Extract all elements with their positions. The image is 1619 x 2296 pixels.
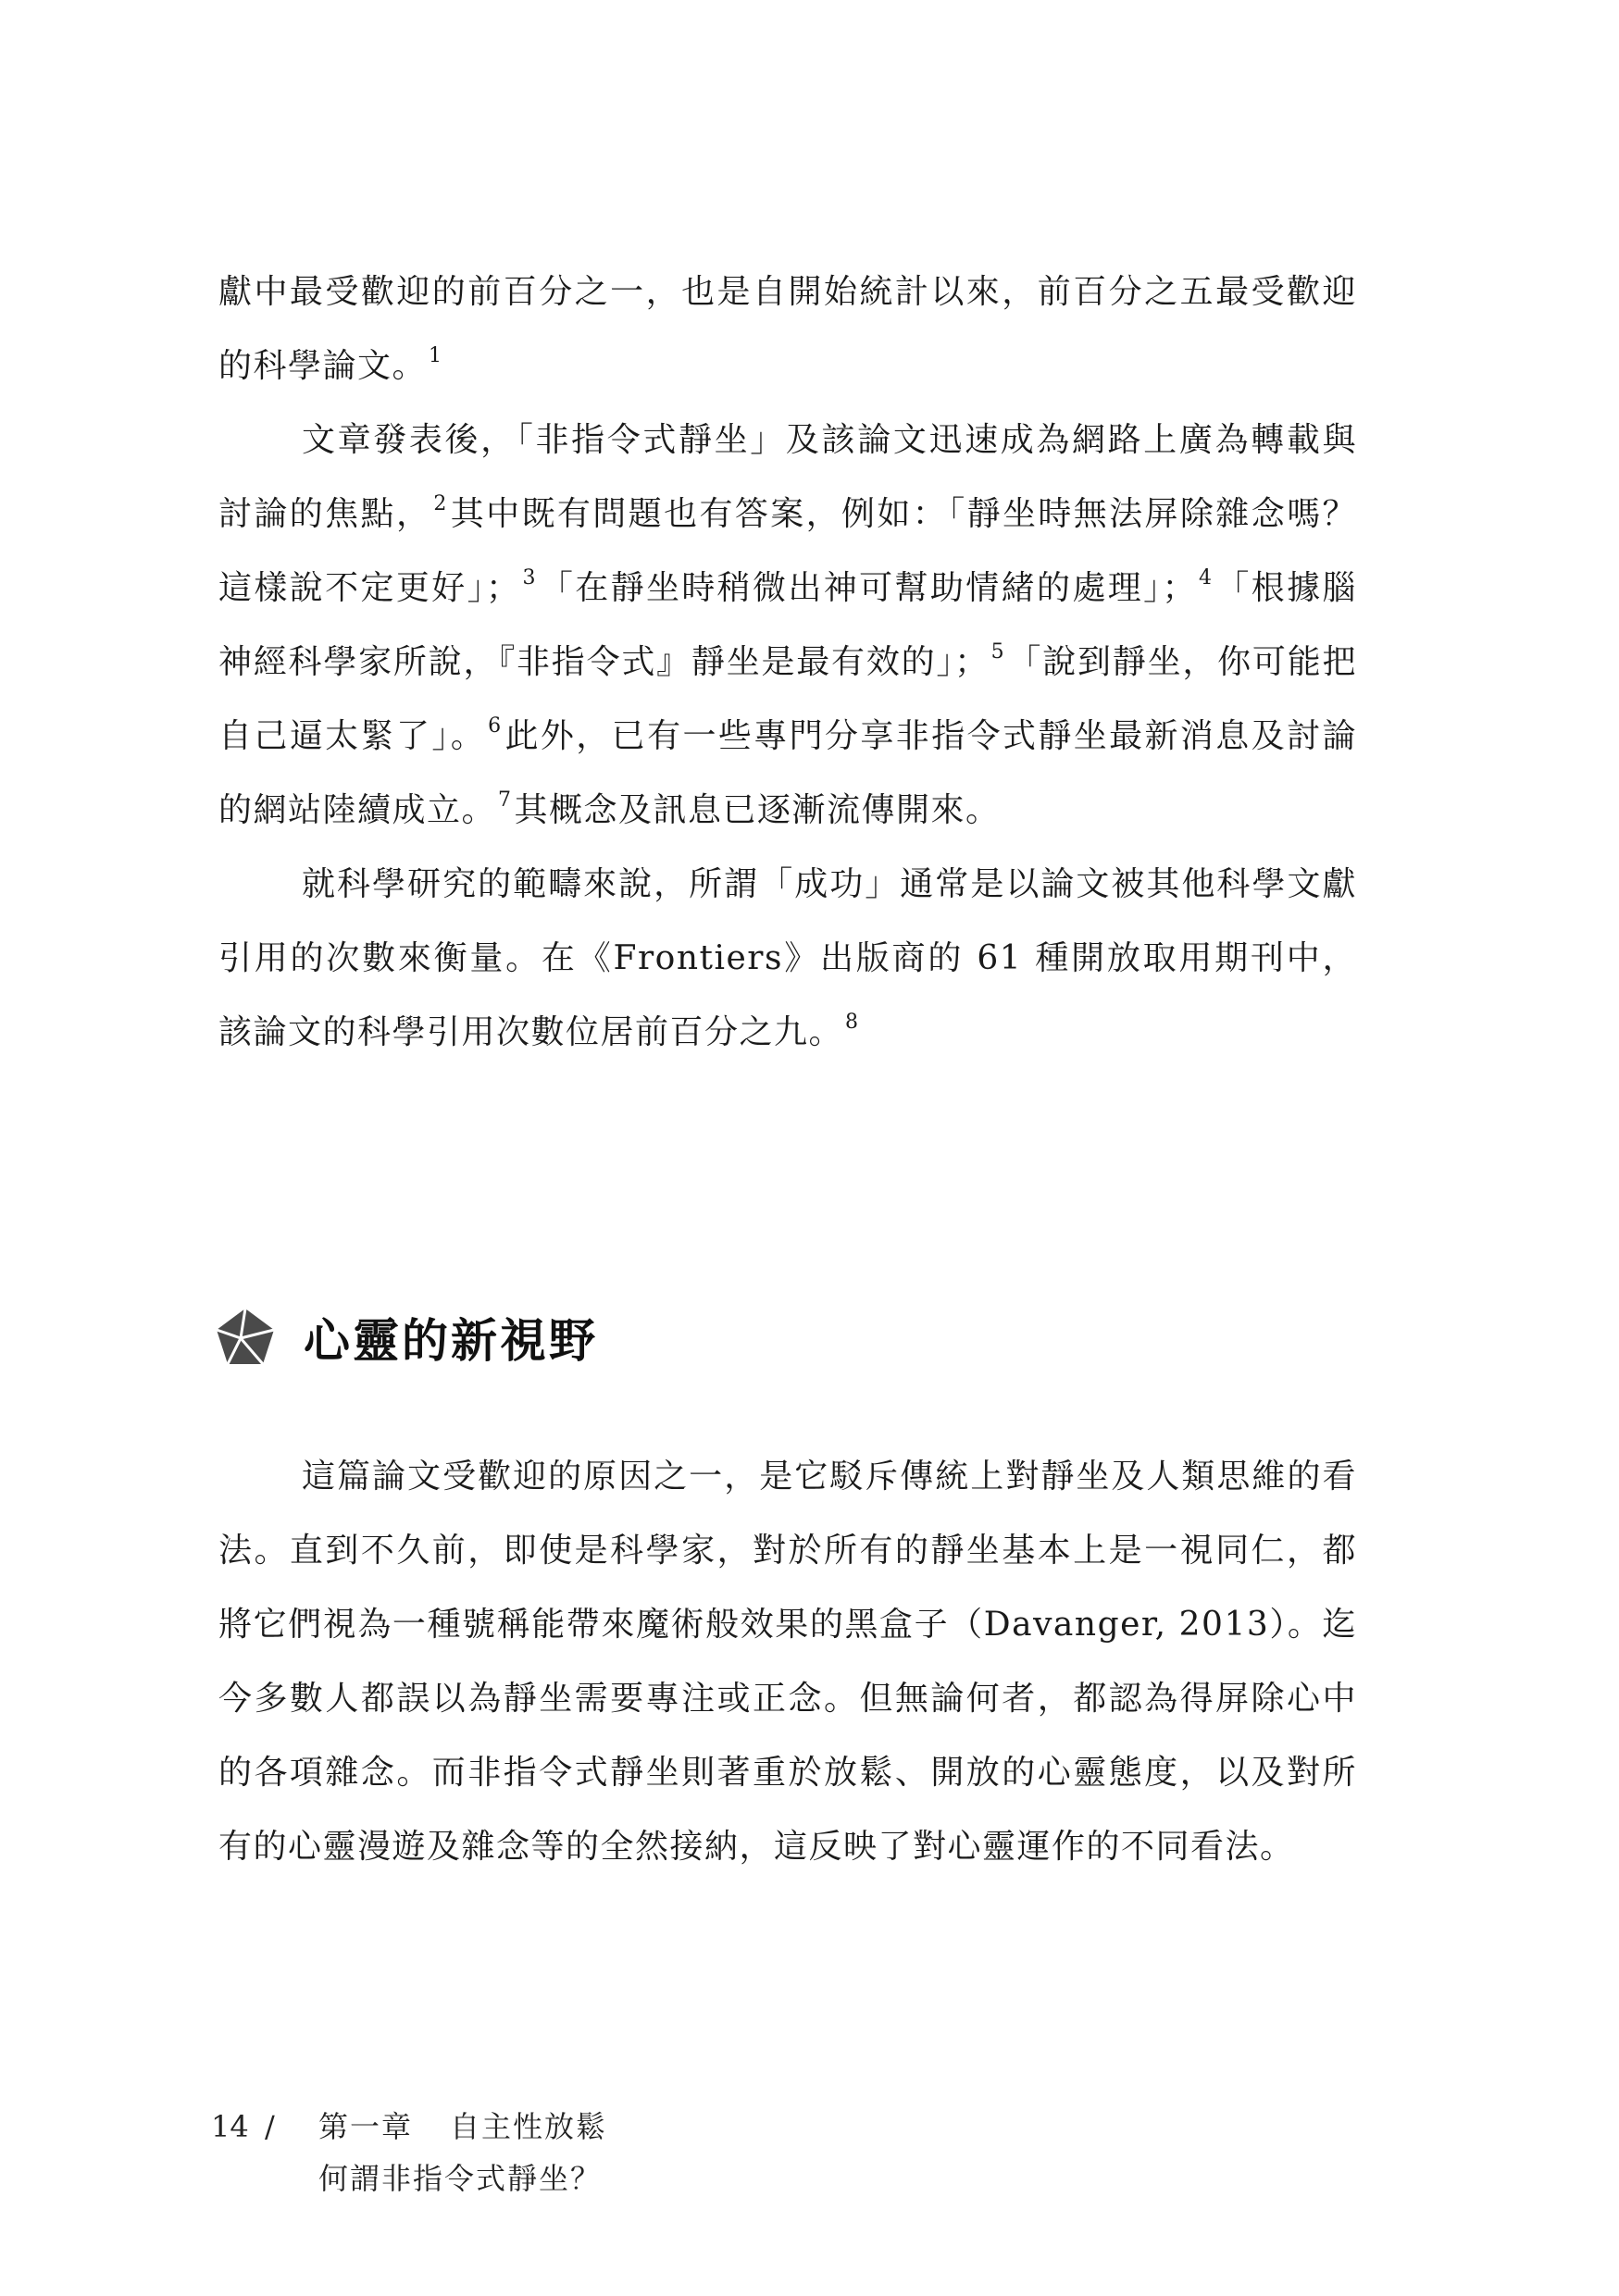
paragraph-text: 此外，已有一些專門分享非指令式靜坐最新消息及討論的網站陸續成立。 <box>218 717 1357 829</box>
opening-text-block <box>218 255 1357 1070</box>
footnote-marker: 8 <box>845 1011 860 1034</box>
page-footer <box>211 2101 607 2204</box>
paragraph-citations <box>218 848 1357 1070</box>
paragraph-text: 文章發表後，「非指令式靜坐」及該論文迅速成為網路上廣為轉載與討論的焦點， <box>218 421 1357 533</box>
running-section-title: 何謂非指令式靜坐？ <box>318 2161 603 2196</box>
paragraph-text: 獻中最受歡迎的前百分之一，也是自開始統計以來，前百分之五最受歡迎的科學論文。 <box>218 273 1357 385</box>
footnote-marker: 1 <box>429 344 443 367</box>
footer-separator: / <box>265 2109 275 2144</box>
paragraph-continuation <box>218 255 1357 403</box>
section-title: 心靈的新視野 <box>304 1314 598 1368</box>
paragraph-new-view <box>218 1440 1357 1884</box>
footer-line-1 <box>211 2101 607 2153</box>
chapter-label: 第一章 <box>318 2109 414 2144</box>
section-heading <box>213 1296 598 1379</box>
footnote-marker: 5 <box>990 640 1006 664</box>
page-number: 14 <box>211 2109 249 2144</box>
paragraph-text: 這篇論文受歡迎的原因之一，是它駁斥傳統上對靜坐及人類思維的看法。直到不久前，即使是科學家，對於所有的靜坐基本上是一視同仁，都將它們視為一種號稱能帶來魔術般效果的黑盒子（Davanger, 2013）。迄今多數人都誤以為靜坐需要專注或正念。但無論何者，都認為得屏除心中的各項雜念。而非指令式靜坐則著重於放鬆、開放的心靈態度，以及對所有的心靈漫遊及雜念等的全然接納，這反映了對心靈運作的不同看法。 <box>218 1458 1357 1866</box>
footnote-marker: 3 <box>522 566 537 590</box>
paragraph-text: 其中既有問題也有答案，例如：「靜坐時無法屏除雜念嗎？這樣說不定更好」； <box>218 495 1357 607</box>
paragraph-reception <box>218 403 1357 848</box>
paragraph-text: 「在靜坐時稍微出神可幫助情緒的處理」； <box>538 569 1197 607</box>
paragraph-text: 就科學研究的範疇來說，所謂「成功」通常是以論文被其他科學文獻引用的次數來衡量。在《Frontiers》出版商的 61 種開放取用期刊中，該論文的科學引用次數位居前百分之九。 <box>218 865 1357 1051</box>
paragraph-text: 「說到靜坐，你可能把自己逼太緊了」。 <box>218 643 1357 755</box>
paragraph-text: 其概念及訊息已逐漸流傳開來。 <box>514 791 1001 829</box>
chapter-title: 自主性放鬆 <box>450 2109 608 2144</box>
footnote-marker: 7 <box>498 788 513 812</box>
pentagon-gem-icon <box>213 1305 278 1370</box>
footnote-marker: 4 <box>1199 566 1214 590</box>
footnote-marker: 2 <box>433 492 448 515</box>
footnote-marker: 6 <box>488 714 503 738</box>
section-text-block <box>218 1440 1357 1884</box>
paragraph-text: 「根據腦神經科學家所說，『非指令式』靜坐是最有效的」； <box>218 569 1357 681</box>
